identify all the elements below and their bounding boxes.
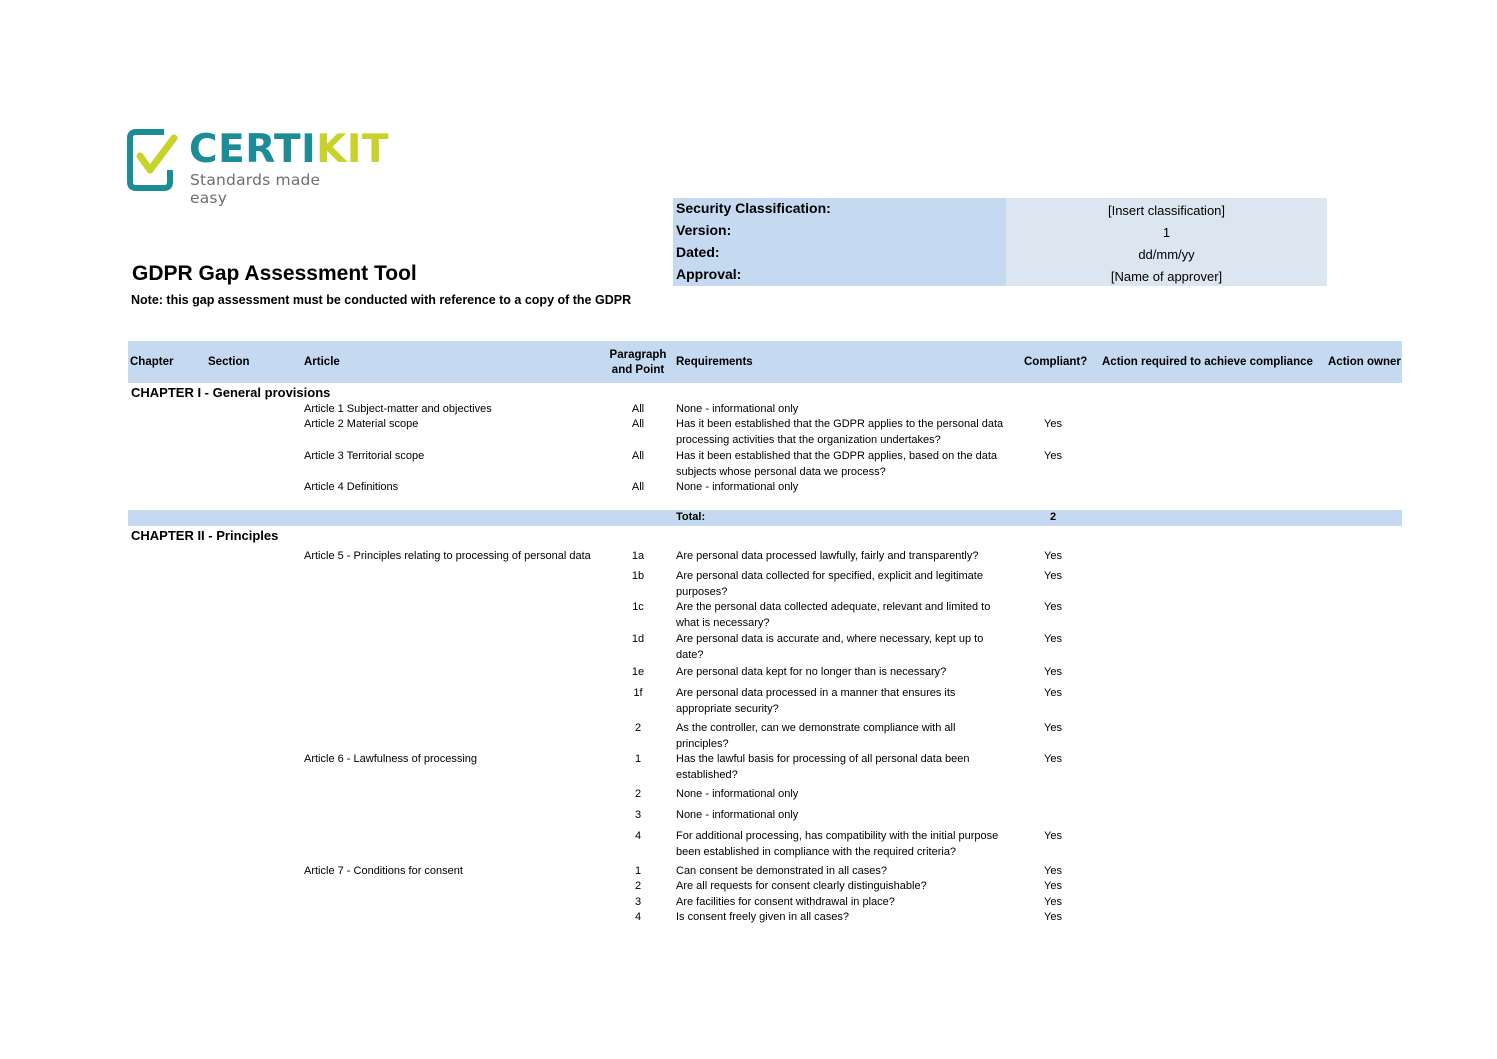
row-paragraph: 1a [631,550,645,562]
row-requirement: Are the personal data collected adequate, relevant and limited to what is necessary? [676,601,991,629]
row-requirement: Has it been established that the GDPR applies, based on the data subjects whose personal data we process? [676,450,998,478]
row-compliant: Yes [1044,633,1062,645]
row-requirement: Are personal data is accurate and, where necessary, kept up to date? [676,633,984,661]
row-requirement: As the controller, can we demonstrate compliance with all principles? [676,722,956,750]
row-requirement: Are personal data kept for no longer than is necessary? [676,666,947,678]
row-compliant: Yes [1044,418,1062,430]
total-value: 2 [1049,511,1057,523]
chapter-2-title: CHAPTER II - Principles [131,528,279,543]
row-paragraph: 3 [634,809,642,821]
certikit-logo [126,126,389,207]
row-requirement: Has the lawful basis for processing of all personal data been established? [676,753,970,781]
row-paragraph: All [631,418,645,430]
row-paragraph: 1 [634,753,642,765]
version-value: 1 [1006,220,1327,242]
row-paragraph: 3 [634,896,642,908]
row-requirement: Has it been established that the GDPR applies to the personal data processing activities that the organization undertakes? [676,418,1004,446]
col-action: Action required to achieve compliance [1102,356,1313,368]
row-compliant: Yes [1044,687,1062,699]
row-article: Article 4 Definitions [304,481,399,493]
row-paragraph: All [631,450,645,462]
col-paragraph [608,348,668,378]
row-compliant: Yes [1044,450,1062,462]
total-label: Total: [676,511,706,523]
row-compliant: Yes [1044,896,1062,908]
col-compliant: Compliant? [1024,356,1088,368]
classification-value: [Insert classification] [1006,198,1327,220]
row-paragraph: 4 [634,911,642,923]
checkbox-logo-icon [126,126,186,194]
col-paragraph-line2: and Point [611,364,665,376]
row-requirement: Are personal data processed lawfully, fairly and transparently? [676,550,979,562]
row-article: Article 5 - Principles relating to processing of personal data [304,550,591,562]
row-compliant: Yes [1044,911,1062,923]
col-owner: Action owner [1328,356,1401,368]
row-compliant: Yes [1044,753,1062,765]
approval-label: Approval: [673,264,1006,286]
row-article: Article 1 Subject-matter and objectives [304,403,492,415]
classification-row [673,198,1327,220]
row-article: Article 6 - Lawfulness of processing [304,753,478,765]
row-compliant: Yes [1044,570,1062,582]
chapter-1-title: CHAPTER I - General provisions [131,385,331,400]
row-paragraph: All [631,403,645,415]
row-compliant: Yes [1044,666,1062,678]
col-article: Article [304,356,340,368]
row-compliant: Yes [1044,865,1062,877]
row-paragraph: 1e [631,666,645,678]
row-compliant: Yes [1044,880,1062,892]
logo-tagline: Standards made easy [190,171,321,207]
row-paragraph: 1c [632,601,644,613]
row-compliant: Yes [1044,601,1062,613]
row-compliant: Yes [1044,550,1062,562]
page-title: GDPR Gap Assessment Tool [132,262,417,285]
row-article: Article 2 Material scope [304,418,419,430]
chapter-1-total-row [128,510,1402,526]
col-chapter: Chapter [130,356,174,368]
classification-label: Security Classification: [673,198,1006,220]
row-paragraph: 1f [633,687,643,699]
row-requirement: Can consent be demonstrated in all cases? [676,865,887,877]
row-paragraph: 1b [631,570,645,582]
row-requirement: Are facilities for consent withdrawal in place? [676,896,895,908]
col-section: Section [208,356,250,368]
row-compliant: Yes [1044,722,1062,734]
row-paragraph: 1 [634,865,642,877]
row-paragraph: All [631,481,645,493]
row-article: Article 3 Territorial scope [304,450,425,462]
document-control-table [673,198,1327,286]
version-row [673,220,1327,242]
dated-value: dd/mm/yy [1006,242,1327,264]
row-requirement: None - informational only [676,403,799,415]
row-paragraph: 2 [634,880,642,892]
page-note: Note: this gap assessment must be conducted with reference to a copy of the GDPR [131,293,632,307]
col-paragraph-line1: Paragraph [609,349,667,361]
row-paragraph: 1d [631,633,645,645]
col-requirements: Requirements [676,356,753,368]
version-label: Version: [673,220,1006,242]
row-requirement: Are all requests for consent clearly distinguishable? [676,880,927,892]
approval-value: [Name of approver] [1006,264,1327,286]
table-header [128,341,1402,383]
row-paragraph: 2 [634,788,642,800]
row-requirement: For additional processing, has compatibility with the initial purpose been established in compliance with the required criteria? [676,830,999,858]
dated-row [673,242,1327,264]
row-requirement: Is consent freely given in all cases? [676,911,850,923]
logo-wordmark: CERTIKIT [189,127,389,172]
row-paragraph: 4 [634,830,642,842]
row-requirement: None - informational only [676,788,799,800]
row-requirement: None - informational only [676,481,799,493]
row-compliant: Yes [1044,830,1062,842]
row-paragraph: 2 [634,722,642,734]
approval-row [673,264,1327,286]
row-article: Article 7 - Conditions for consent [304,865,463,877]
row-requirement: Are personal data processed in a manner that ensures its appropriate security? [676,687,956,715]
dated-label: Dated: [673,242,1006,264]
row-requirement: None - informational only [676,809,799,821]
row-requirement: Are personal data collected for specified, explicit and legitimate purposes? [676,570,983,598]
